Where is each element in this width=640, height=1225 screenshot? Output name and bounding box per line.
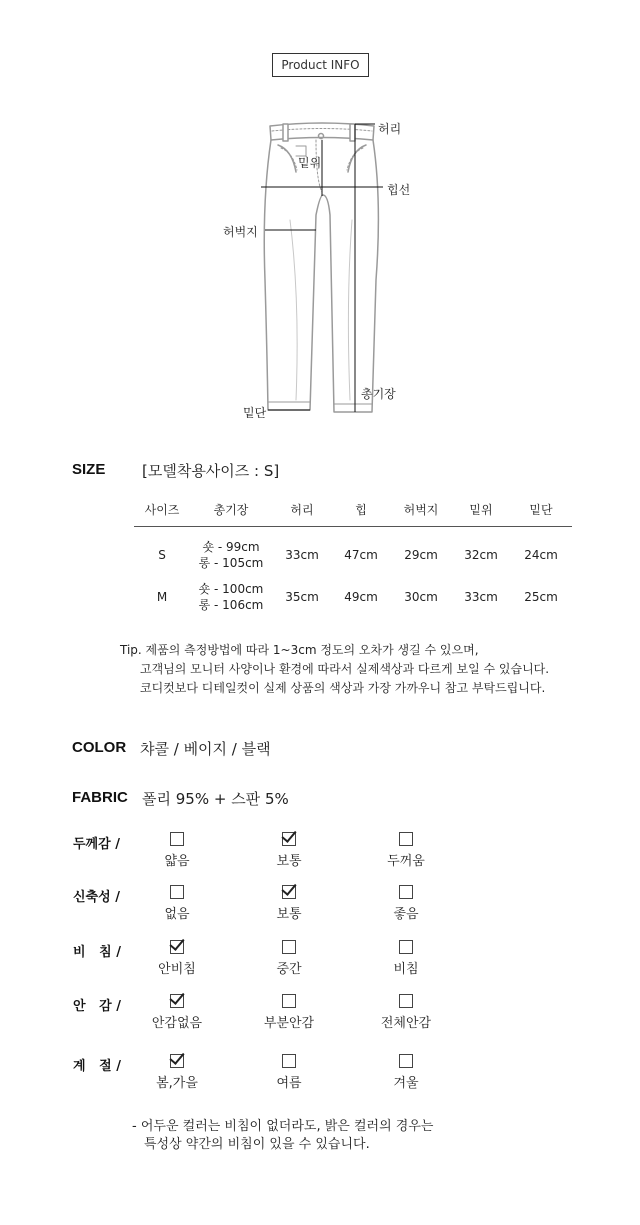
unchecked-box-icon [399, 994, 413, 1008]
attribute-option-label: 얇음 [164, 854, 190, 869]
tip-line-3: 코디컷보다 디테일컷이 실제 상품의 색상과 가장 가까우니 참고 부탁드립니다. [140, 681, 546, 695]
attribute-label: 비 침 / [73, 945, 121, 960]
attribute-option [127, 1054, 227, 1091]
attribute-option-label: 부분안감 [263, 1016, 315, 1031]
cell-thigh: 30cm [404, 590, 438, 604]
fabric-section-label: FABRIC [72, 789, 128, 806]
checked-box-icon [282, 832, 296, 846]
header-thigh: 허벅지 [390, 494, 452, 526]
cell-thigh: 29cm [404, 548, 438, 563]
unchecked-box-icon [170, 885, 184, 899]
attribute-option [127, 994, 227, 1031]
cell-hem: 24cm [524, 548, 558, 563]
attribute-option [356, 940, 456, 977]
attribute-option-label: 여름 [276, 1076, 302, 1091]
cell-size: M [156, 590, 168, 604]
attribute-option-label: 보통 [276, 907, 302, 922]
cell-waist: 35cm [285, 590, 319, 604]
cell-hem: 25cm [524, 590, 558, 604]
unchecked-box-icon [170, 832, 184, 846]
cell-length-short: 숏 - 99cm [202, 540, 260, 555]
cell-length-long: 롱 - 105cm [198, 556, 264, 571]
diagram-label-rise: 밑위 [298, 156, 322, 170]
unchecked-box-icon [399, 832, 413, 846]
tip-line-1: Tip. 제품의 측정방법에 따라 1~3cm 정도의 오차가 생길 수 있으며, [120, 643, 479, 657]
unchecked-box-icon [282, 940, 296, 954]
attribute-option [127, 885, 227, 922]
header-hip: 힙 [332, 494, 390, 526]
color-section-label: COLOR [72, 739, 127, 756]
header-size: 사이즈 [134, 494, 190, 526]
attribute-option-label: 전체안감 [380, 1016, 432, 1031]
attribute-option-label: 비침 [393, 962, 419, 977]
attribute-option [239, 1054, 339, 1091]
header-rise: 밑위 [452, 494, 510, 526]
size-section-label: SIZE [72, 461, 106, 478]
note-line-2: 특성상 약간의 비침이 있을 수 있습니다. [144, 1137, 370, 1152]
diagram-label-thigh: 허벅지 [223, 225, 258, 239]
table-row [134, 576, 572, 618]
checked-box-icon [170, 1054, 184, 1068]
attribute-option-label: 보통 [276, 854, 302, 869]
attribute-option [239, 885, 339, 922]
attribute-option [239, 832, 339, 869]
diagram-label-hip: 힙선 [387, 183, 411, 197]
unchecked-box-icon [282, 994, 296, 1008]
fabric-composition: 폴리 95% + 스판 5% [142, 790, 289, 808]
attribute-option-label: 안비침 [158, 962, 196, 977]
attribute-option [356, 885, 456, 922]
cell-length [190, 526, 272, 576]
attribute-label: 신축성 / [73, 890, 120, 905]
header-waist: 허리 [272, 494, 332, 526]
header-hem: 밑단 [510, 494, 572, 526]
attribute-label: 계 절 / [73, 1059, 121, 1074]
attribute-option [239, 940, 339, 977]
transparency-note [132, 1118, 433, 1154]
attribute-option [127, 832, 227, 869]
size-table [134, 494, 572, 618]
diagram-label-length: 총기장 [361, 387, 396, 401]
attribute-option [127, 940, 227, 977]
tip-line-2: 고객님의 모니터 사양이나 환경에 따라서 실제색상과 다르게 보일 수 있습니다. [140, 662, 550, 676]
diagram-label-hem: 밑단 [243, 406, 267, 420]
unchecked-box-icon [399, 1054, 413, 1068]
attribute-option [356, 832, 456, 869]
measurement-tip [120, 641, 549, 698]
header-length: 총기장 [190, 494, 272, 526]
cell-length [190, 576, 272, 618]
attribute-option-label: 겨울 [393, 1076, 419, 1091]
cell-waist: 33cm [285, 548, 319, 563]
unchecked-box-icon [399, 885, 413, 899]
unchecked-box-icon [282, 1054, 296, 1068]
attribute-option [239, 994, 339, 1031]
size-table-header [134, 494, 572, 526]
attribute-option [356, 994, 456, 1031]
model-size-note: [모델착용사이즈 : S] [142, 462, 280, 480]
attribute-label: 안 감 / [73, 999, 121, 1014]
cell-hip: 49cm [344, 590, 378, 604]
attribute-label: 두께감 / [73, 837, 120, 852]
attribute-option-label: 좋음 [393, 907, 419, 922]
attribute-option-label: 봄,가을 [156, 1076, 198, 1091]
cell-length-long: 롱 - 106cm [198, 598, 264, 612]
cell-rise: 33cm [464, 590, 498, 604]
color-options: 챠콜 / 베이지 / 블랙 [140, 740, 271, 758]
product-info-title: Product INFO [272, 53, 369, 77]
checked-box-icon [282, 885, 296, 899]
attribute-option-label: 없음 [164, 907, 190, 922]
diagram-label-waist: 허리 [378, 122, 402, 136]
note-line-1: - 어두운 컬러는 비침이 없더라도, 밝은 컬러의 경우는 [132, 1119, 434, 1134]
checked-box-icon [170, 994, 184, 1008]
checked-box-icon [170, 940, 184, 954]
cell-rise: 32cm [464, 548, 498, 563]
attribute-option-label: 안감없음 [151, 1016, 203, 1031]
attribute-option [356, 1054, 456, 1091]
cell-size: S [158, 548, 166, 563]
attribute-option-label: 중간 [276, 962, 302, 977]
cell-length-short: 숏 - 100cm [198, 582, 264, 596]
pants-measurement-diagram [0, 0, 640, 440]
attribute-option-label: 두꺼움 [387, 854, 425, 869]
unchecked-box-icon [399, 940, 413, 954]
table-row [134, 526, 572, 576]
cell-hip: 47cm [344, 548, 378, 563]
